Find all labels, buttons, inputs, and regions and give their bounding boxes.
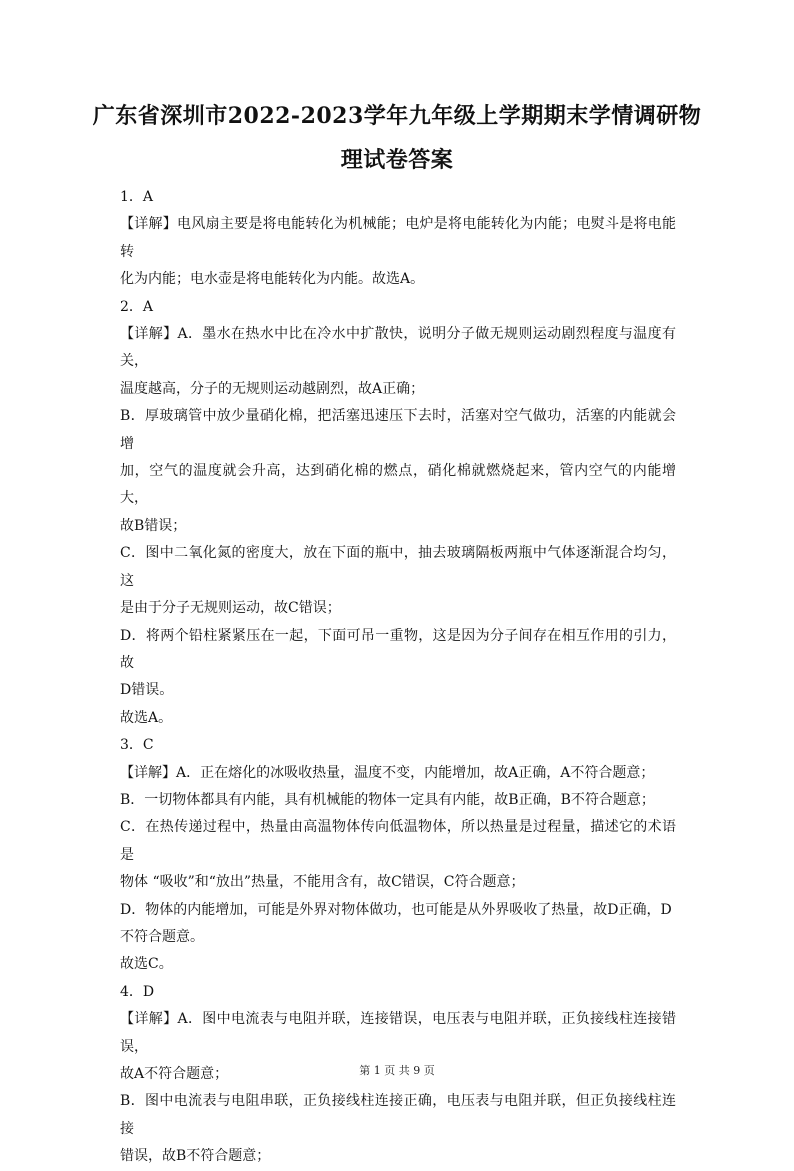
body-line: 错误，故B不符合题意； <box>120 1148 271 1165</box>
body-line: 【详解】A．正在熔化的冰吸收热量，温度不变，内能增加，故A正确，A不符合题意； <box>120 764 655 781</box>
body-line: 2．A <box>120 298 154 315</box>
body-line: 故A不符合题意； <box>120 1066 229 1082</box>
body-line: C．图中二氧化氮的密度大，放在下面的瓶中，抽去玻璃隔板两瓶中气体逐渐混合均匀，这 <box>120 545 676 589</box>
body-line: 【详解】A．墨水在热水中比在冷水中扩散快，说明分子做无规则运动剧烈程度与温度有关， <box>120 326 676 370</box>
body-line: 故选C。 <box>120 956 173 973</box>
body-line: 物体 “吸收”和“放出”热量，不能用含有，故C错误，C符合题意； <box>120 874 525 891</box>
body-line: B．厚玻璃管中放少量硝化棉，把活塞迅速压下去时，活塞对空气做功，活塞的内能就会增 <box>120 408 676 452</box>
title-line-1: 广东省深圳市2022-2023学年九年级上学期期末学情调研物 <box>92 103 702 129</box>
body-line: 化为内能；电水壶是将电能转化为内能。故选A。 <box>120 271 425 288</box>
body-line: 故选A。 <box>120 709 173 726</box>
body-line: 温度越高，分子的无规则运动越剧烈，故A正确； <box>120 380 425 397</box>
body-line: 故B错误； <box>120 517 187 534</box>
body-line: D．将两个铅柱紧紧压在一起，下面可吊一重物，这是因为分子间存在相互作用的引力，故 <box>120 627 676 671</box>
page-number: 第 1 页 共 9 页 <box>359 1064 435 1077</box>
title-line-2: 理试卷答案 <box>340 147 454 173</box>
document-title <box>60 94 734 182</box>
body-line: 不符合题意。 <box>120 928 204 945</box>
body-line: C．在热传递过程中，热量由高温物体传向低温物体，所以热量是过程量，描述它的术语是 <box>120 819 676 863</box>
answer-body <box>120 184 676 1171</box>
body-line: 是由于分子无规则运动，故C错误； <box>120 600 341 617</box>
body-line: D．物体的内能增加，可能是外界对物体做功，也可能是从外界吸收了热量，故D正确，D <box>120 901 672 918</box>
body-line: B．一切物体都具有内能，具有机械能的物体一定具有内能，故B正确，B不符合题意； <box>120 791 655 808</box>
body-line: 3．C <box>120 737 154 754</box>
body-line: 【详解】电风扇主要是将电能转化为机械能；电炉是将电能转化为内能；电熨斗是将电能转 <box>120 216 676 260</box>
body-line: 4．D <box>120 983 155 1000</box>
body-line: B．图中电流表与电阻串联，正负接线柱连接正确，电压表与电阻并联，但正负接线柱连接 <box>120 1093 676 1137</box>
body-line: 加，空气的温度就会升高，达到硝化棉的燃点，硝化棉就燃烧起来，管内空气的内能增大， <box>120 463 676 507</box>
body-line: 【详解】A．图中电流表与电阻并联，连接错误，电压表与电阻并联，正负接线柱连接错误， <box>120 1011 676 1055</box>
body-line: D错误。 <box>120 682 174 699</box>
body-line: 1．A <box>120 189 154 205</box>
